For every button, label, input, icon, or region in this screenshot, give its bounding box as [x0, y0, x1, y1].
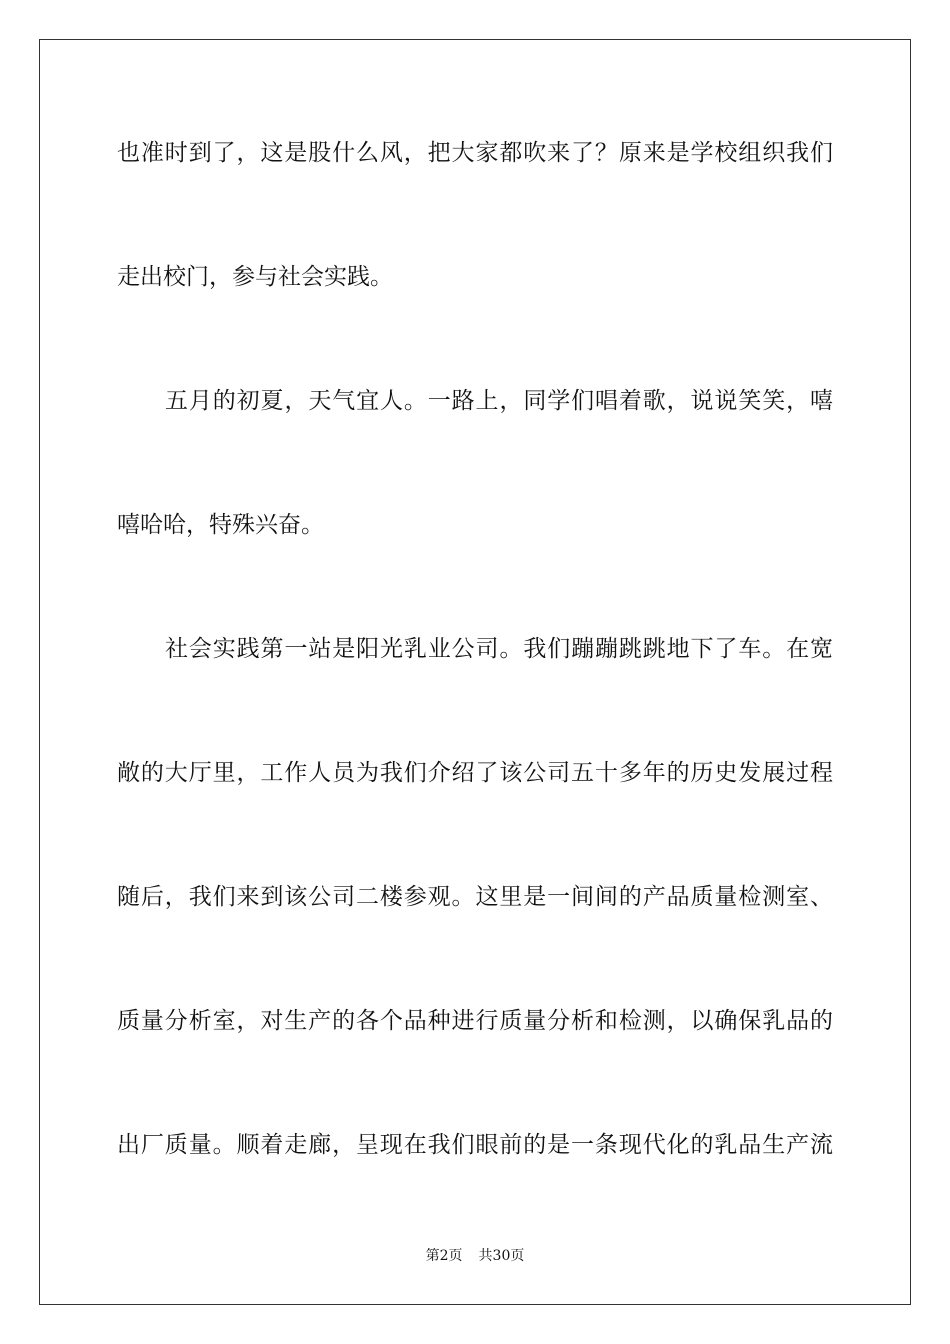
paragraph-line: 五月的初夏，天气宜人。一路上，同学们唱着歌，说说笑笑，嘻	[165, 388, 833, 414]
paragraph-line: 走出校门，参与社会实践。	[117, 264, 393, 290]
paragraph-line: 随后，我们来到该公司二楼参观。这里是一间间的产品质量检测室、	[117, 884, 833, 910]
paragraph-line: 嘻哈哈，特殊兴奋。	[117, 512, 324, 538]
page-border	[39, 39, 911, 1305]
paragraph-line: 也准时到了，这是股什么风，把大家都吹来了？原来是学校组织我们	[117, 140, 833, 166]
paragraph-line: 出厂质量。顺着走廊，呈现在我们眼前的是一条现代化的乳品生产流	[117, 1132, 833, 1158]
page-number: 第2页	[425, 1248, 463, 1264]
page-footer	[0, 1247, 950, 1265]
paragraph-line: 质量分析室，对生产的各个品种进行质量分析和检测，以确保乳品的	[117, 1008, 833, 1034]
paragraph-line: 敞的大厅里，工作人员为我们介绍了该公司五十多年的历史发展过程	[117, 760, 833, 786]
paragraph-line: 社会实践第一站是阳光乳业公司。我们蹦蹦跳跳地下了车。在宽	[165, 636, 833, 662]
total-pages: 共30页	[478, 1248, 525, 1264]
